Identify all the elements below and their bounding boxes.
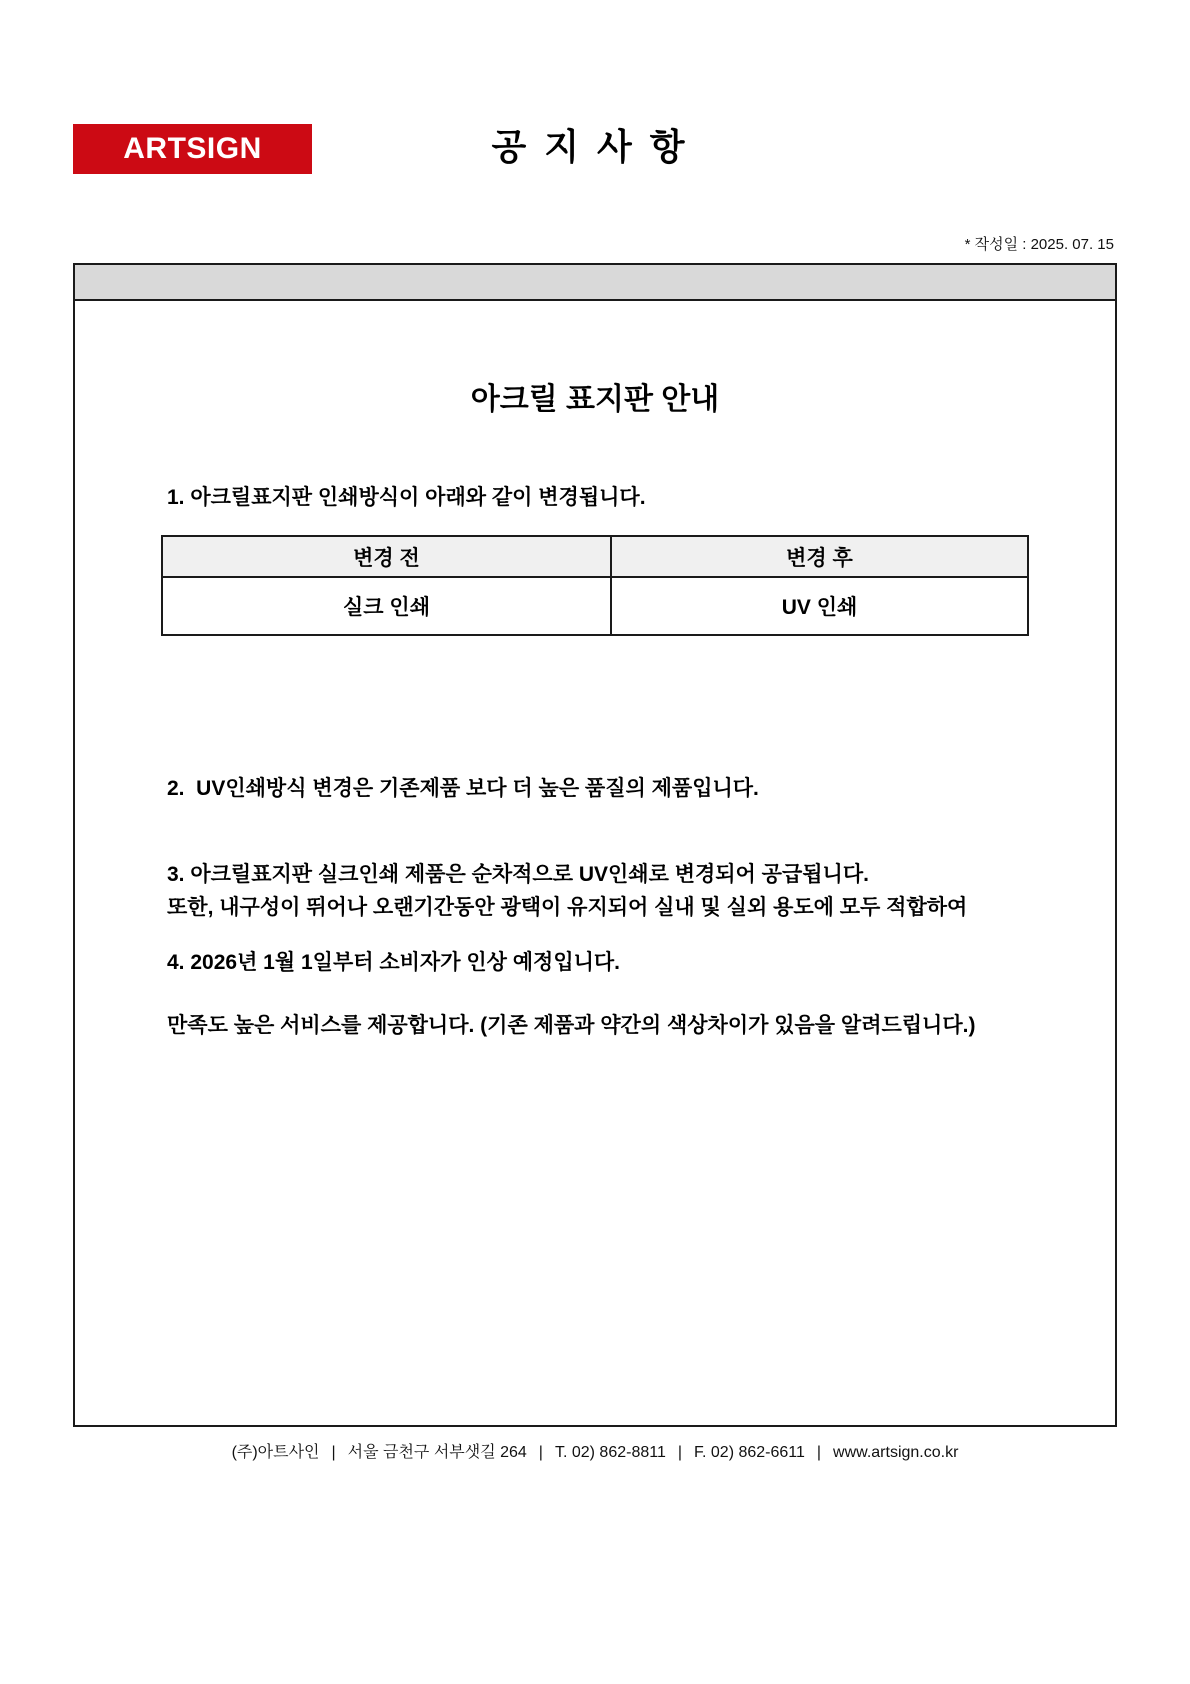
created-date: * 작성일 : 2025. 07. 15 — [964, 236, 1114, 253]
table-header-after: 변경 후 — [611, 536, 1028, 577]
footer — [0, 1441, 1190, 1465]
notice-item-2-line: 또한, 내구성이 뛰어나 오랜기간동안 광택이 유지되어 실내 및 실외 용도에 모두 적합하여 — [167, 895, 968, 919]
table-header-before: 변경 전 — [162, 536, 611, 577]
table-header-row — [162, 536, 1028, 577]
table-cell-before: 실크 인쇄 — [162, 577, 611, 635]
footer-company: (주)아트사인 — [231, 1444, 320, 1461]
notice-item-2-line: 2. UV인쇄방식 변경은 기존제품 보다 더 높은 품질의 제품입니다. — [167, 777, 759, 800]
notice-item-2-line: 만족도 높은 서비스를 제공합니다. (기존 제품과 약간의 색상차이가 있음을 알려드립니다.) — [167, 1014, 976, 1037]
notice-item-4: 4. 2026년 1월 1일부터 소비자가 인상 예정입니다. — [167, 951, 621, 974]
footer-separator: | — [331, 1444, 336, 1461]
notice-box — [73, 263, 1117, 1427]
artsign-logo: ARTSIGN — [73, 124, 312, 174]
footer-separator: | — [816, 1444, 822, 1461]
notice-item-3: 3. 아크릴표지판 실크인쇄 제품은 순차적으로 UV인쇄로 변경되어 공급됩니다. — [167, 863, 869, 886]
footer-address: 서울 금천구 서부샛길 264 — [347, 1444, 527, 1461]
notice-item-2 — [167, 690, 975, 1125]
footer-tel: T. 02) 862-8811 — [554, 1444, 666, 1461]
change-table — [161, 535, 1029, 636]
footer-website: www.artsign.co.kr — [833, 1444, 959, 1461]
table-cell-after: UV 인쇄 — [611, 577, 1028, 635]
page-title: 공 지 사 항 — [491, 126, 689, 167]
table-row — [162, 577, 1028, 635]
footer-separator: | — [677, 1444, 682, 1461]
footer-separator: | — [538, 1444, 543, 1461]
footer-fax: F. 02) 862-6611 — [694, 1444, 805, 1461]
notice-heading: 아크릴 표지판 안내 — [470, 383, 720, 416]
notice-item-1: 1. 아크릴표지판 인쇄방식이 아래와 같이 변경됩니다. — [167, 486, 646, 509]
notice-box-header-bar — [75, 265, 1115, 301]
